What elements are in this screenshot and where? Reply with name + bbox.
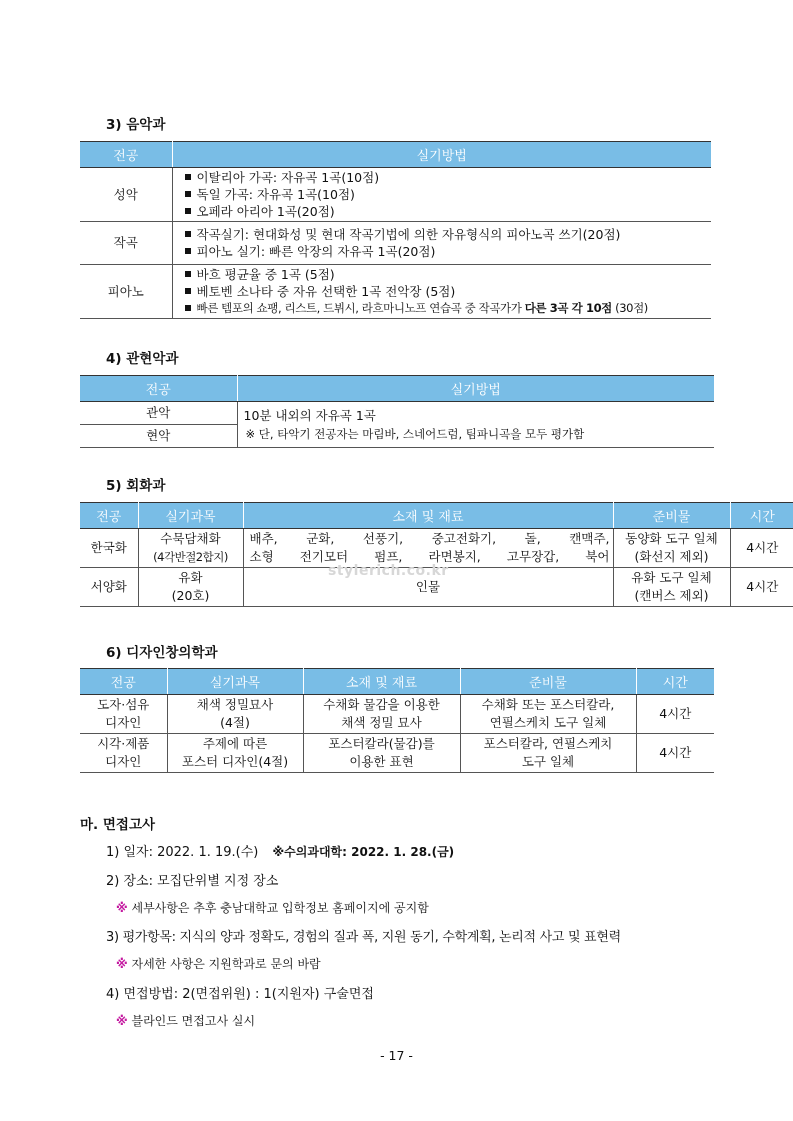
header-method: 실기방법	[172, 142, 711, 168]
table-header-row	[80, 503, 793, 529]
subject-line: (4절)	[220, 715, 250, 730]
major-line: 도자·섬유	[97, 697, 150, 712]
interview-item-date	[106, 841, 454, 860]
list-item: 독일 가곡: 자유곡 1곡(10점)	[179, 186, 709, 203]
note-text: 세부사항은 추후 충남대학교 입학정보 홈페이지에 공지함	[131, 901, 429, 915]
material-cell	[303, 734, 460, 773]
prep-cell	[613, 568, 730, 607]
major-cell: 현악	[80, 425, 237, 448]
list-item: 이탈리아 가곡: 자유곡 1곡(10점)	[179, 169, 709, 186]
material-line: 포스터칼라(물감)를	[328, 736, 435, 751]
major-line: 디자인	[105, 715, 142, 730]
header-subject: 실기과목	[138, 503, 243, 529]
header-method: 실기방법	[237, 376, 714, 402]
list-item-text: 빠른 템포의 쇼팽, 리스트, 드뷔시, 라흐마니노프 연습곡 중 작곡가가	[196, 301, 525, 315]
table-row	[80, 529, 793, 568]
material-line: 수채화 물감을 이용한	[323, 697, 440, 712]
subject-line: (20호)	[171, 588, 210, 603]
table-header-row	[80, 376, 714, 402]
table-row	[80, 265, 711, 319]
list-item: 작곡실기: 현대화성 및 현대 작곡기법에 의한 자유형식의 피아노곡 쓰기(20점)	[179, 226, 709, 243]
table-row	[80, 402, 714, 425]
painting-table	[80, 502, 793, 607]
note-mark: ※	[116, 1014, 128, 1028]
material-line: 소형 전기모터 펌프, 라면봉지, 고무장갑, 북어	[249, 549, 610, 564]
orchestra-table	[80, 375, 714, 448]
table-row	[80, 734, 714, 773]
prep-line: 동양화 도구 일체	[625, 531, 718, 546]
header-time: 시간	[636, 669, 714, 695]
method-text: 10분 내외의 자유곡 1곡	[243, 407, 376, 423]
orchestra-section-title: 4) 관현악과	[106, 351, 179, 367]
interview-item-method: 4) 면접방법: 2(면접위원) : 1(지원자) 구술면접	[106, 987, 374, 1002]
header-major: 전공	[80, 142, 172, 168]
subject-line: 주제에 따른	[202, 736, 268, 751]
header-major: 전공	[80, 669, 167, 695]
subject-cell	[138, 529, 243, 568]
subject-cell	[138, 568, 243, 607]
header-major: 전공	[80, 503, 138, 529]
header-prep: 준비물	[460, 669, 636, 695]
major-cell: 한국화	[80, 529, 138, 568]
music-section-title: 3) 음악과	[106, 117, 166, 133]
note-mark: ※	[116, 957, 128, 971]
interview-title: 마. 면접고사	[80, 817, 156, 833]
major-cell: 서양화	[80, 568, 138, 607]
prep-cell	[613, 529, 730, 568]
list-item: 바흐 평균율 중 1곡 (5점)	[179, 266, 709, 283]
list-item: 오페라 아리아 1곡(20점)	[179, 203, 709, 220]
list-item-bold: 다른 3곡 각 10점	[524, 301, 612, 315]
header-subject: 실기과목	[167, 669, 303, 695]
prep-cell	[460, 734, 636, 773]
subject-cell	[167, 695, 303, 734]
subject-line: 채색 정밀묘사	[196, 697, 274, 712]
method-cell	[237, 402, 714, 448]
subject-line: 유화	[178, 570, 203, 585]
interview-item-place: 2) 장소: 모집단위별 지정 장소	[106, 874, 279, 889]
table-header-row	[80, 669, 714, 695]
header-prep: 준비물	[613, 503, 730, 529]
time-cell: 4시간	[730, 568, 793, 607]
major-cell: 피아노	[80, 265, 172, 319]
prep-line: (화선지 제외)	[634, 549, 709, 564]
major-cell	[80, 695, 167, 734]
table-row	[80, 222, 711, 265]
major-line: 디자인	[105, 754, 142, 769]
major-cell: 성악	[80, 168, 172, 222]
material-line: 인물	[415, 579, 441, 594]
prep-line: 도구 일체	[521, 754, 575, 769]
subject-cell	[167, 734, 303, 773]
interview-item-criteria: 3) 평가항목: 지식의 양과 정확도, 경험의 질과 폭, 지원 동기, 수학계획, 논리적 사고 및 표현력	[106, 930, 621, 945]
major-cell: 관악	[80, 402, 237, 425]
interview-date-ref: ※수의과대학: 2022. 1. 28.(금)	[272, 845, 455, 859]
material-line: 이용한 표현	[349, 754, 414, 769]
major-cell	[80, 734, 167, 773]
header-time: 시간	[730, 503, 793, 529]
material-cell	[303, 695, 460, 734]
prep-cell	[460, 695, 636, 734]
list-item-text: (30점)	[611, 301, 648, 315]
note-mark: ※	[116, 901, 128, 915]
list-item: 베토벤 소나타 중 자유 선택한 1곡 전악장 (5점)	[179, 283, 709, 300]
prep-line: 수채화 또는 포스터칼라,	[481, 697, 615, 712]
material-line: 배추, 군화, 선풍기, 중고전화기, 돌, 캔맥주,	[249, 531, 610, 546]
design-table	[80, 668, 714, 773]
note-text: 블라인드 면접고사 실시	[131, 1014, 256, 1028]
subject-line: 포스터 디자인(4절)	[181, 754, 289, 769]
page-number: - 17 -	[380, 1048, 413, 1063]
interview-method-note	[116, 1012, 255, 1029]
prep-line: 포스터칼라, 연필스케치	[483, 736, 613, 751]
method-cell	[172, 168, 711, 222]
subject-line: (4각반절2합지)	[153, 550, 228, 564]
method-cell	[172, 265, 711, 319]
interview-date-text: 1) 일자: 2022. 1. 19.(수)	[106, 845, 259, 860]
watermark: stylerich.co.kr	[328, 563, 449, 579]
table-row	[80, 695, 714, 734]
header-material: 소재 및 재료	[303, 669, 460, 695]
method-cell	[172, 222, 711, 265]
header-major: 전공	[80, 376, 237, 402]
material-cell	[243, 529, 613, 568]
list-item: 피아노 실기: 빠른 악장의 자유곡 1곡(20점)	[179, 243, 709, 260]
design-section-title: 6) 디자인창의학과	[106, 645, 218, 661]
header-material: 소재 및 재료	[243, 503, 613, 529]
time-cell: 4시간	[636, 695, 714, 734]
interview-criteria-note	[116, 955, 321, 972]
prep-line: (캔버스 제외)	[634, 588, 709, 603]
prep-line: 유화 도구 일체	[631, 570, 712, 585]
list-item	[179, 300, 709, 317]
method-note: ※ 단, 타악기 전공자는 마림바, 스네어드럼, 팀파니곡을 모두 평가함	[245, 426, 585, 441]
material-line: 채색 정밀 묘사	[341, 715, 422, 730]
interview-place-note	[116, 899, 429, 916]
prep-line: 연필스케치 도구 일체	[489, 715, 607, 730]
table-header-row	[80, 142, 711, 168]
major-line: 시각·제품	[97, 736, 150, 751]
music-table	[80, 141, 711, 319]
subject-line: 수묵담채화	[160, 531, 221, 546]
painting-section-title: 5) 회화과	[106, 478, 166, 494]
table-row	[80, 168, 711, 222]
time-cell: 4시간	[636, 734, 714, 773]
time-cell: 4시간	[730, 529, 793, 568]
note-text: 자세한 사항은 지원학과로 문의 바람	[131, 957, 321, 971]
major-cell: 작곡	[80, 222, 172, 265]
